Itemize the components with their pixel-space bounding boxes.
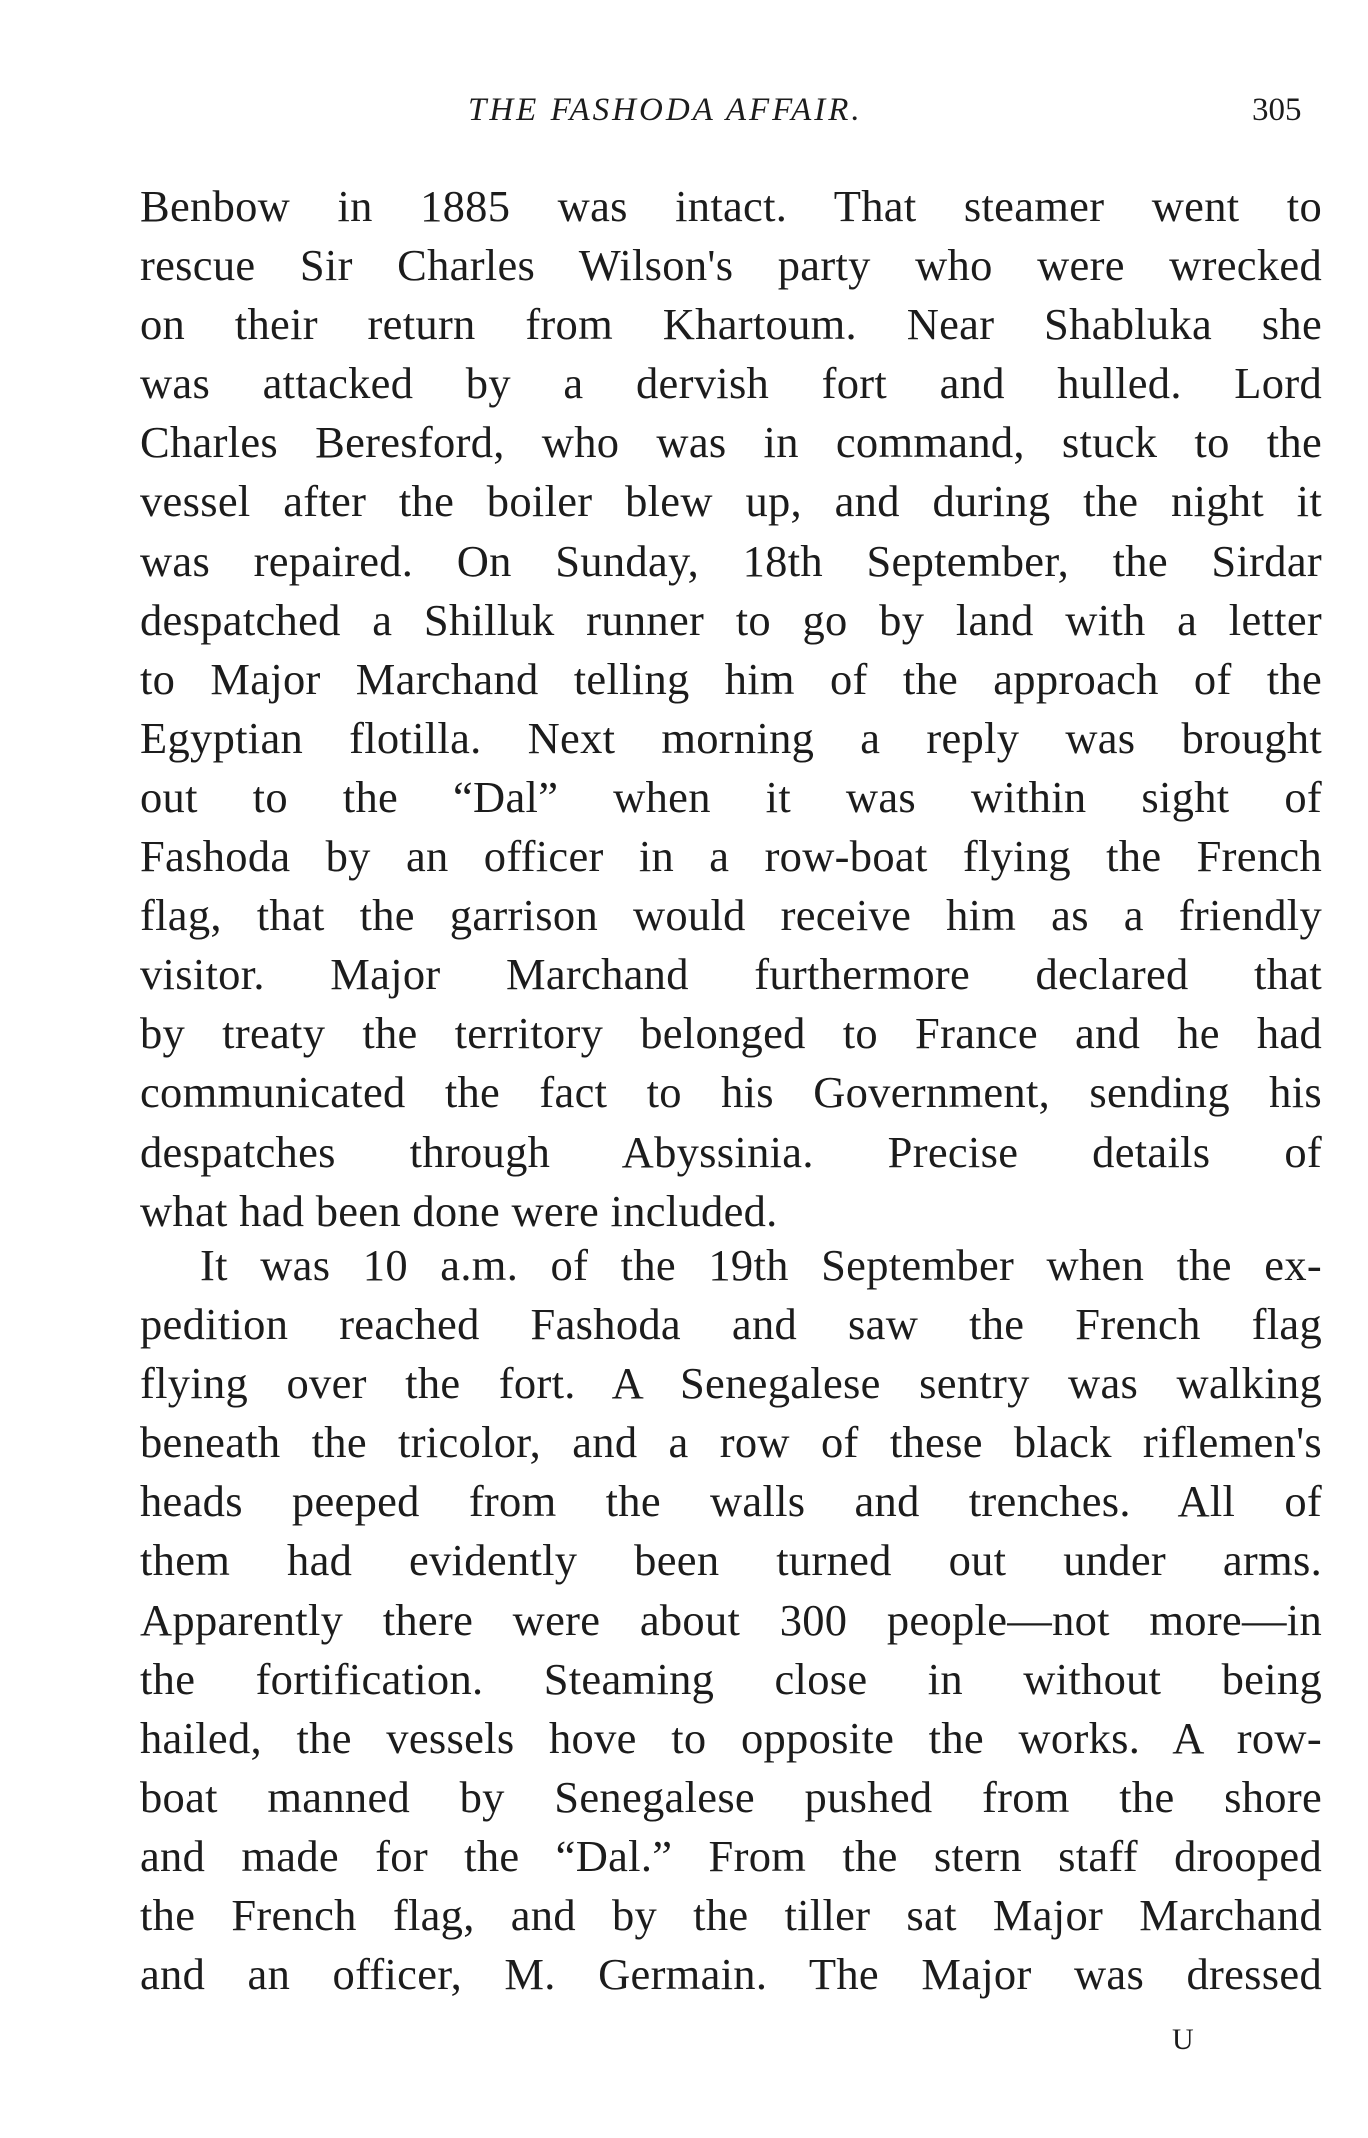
text-line: beneath the tricolor, and a row of these black riflemen's — [140, 1417, 1322, 1468]
text-line: by treaty the territory belonged to France and he had — [140, 1008, 1322, 1059]
text-line: boat manned by Senegalese pushed from the shore — [140, 1771, 1322, 1822]
text-line: them had evidently been turned out under arms. — [140, 1535, 1322, 1586]
text-line: rescue Sir Charles Wilson's party who were wrecked — [140, 240, 1322, 291]
text-line: the fortification. Steaming close in without being — [140, 1653, 1322, 1704]
text-line: Benbow in 1885 was intact. That steamer went to — [140, 181, 1322, 231]
running-title: THE FASHODA AFFAIR. — [468, 92, 863, 128]
text-line: pedition reached Fashoda and saw the French flag — [140, 1299, 1322, 1350]
text-line: hailed, the vessels hove to opposite the works. A row- — [140, 1712, 1322, 1763]
text-line: despatches through Abyssinia. Precise details of — [140, 1126, 1322, 1177]
text-line: Charles Beresford, who was in command, stuck to the — [140, 417, 1322, 468]
text-line: was repaired. On Sunday, 18th September, the Sirdar — [140, 535, 1322, 586]
signature-mark: U — [1172, 2023, 1194, 2056]
text-line: what had been done were included. — [140, 1185, 778, 1236]
text-line: flying over the fort. A Senegalese sentry was walking — [140, 1358, 1322, 1409]
paragraph-2 — [140, 1236, 1322, 2004]
text-line: Apparently there were about 300 people—not more—in — [140, 1594, 1322, 1645]
text-line: vessel after the boiler blew up, and during the night it — [140, 476, 1322, 527]
text-line: and made for the “Dal.” From the stern staff drooped — [140, 1830, 1322, 1881]
text-line: flag, that the garrison would receive him as a friendly — [140, 890, 1322, 941]
text-line: It was 10 a.m. of the 19th September when the ex- — [200, 1240, 1322, 1290]
text-line: visitor. Major Marchand furthermore declared that — [140, 949, 1322, 1000]
text-line: out to the “Dal” when it was within sight of — [140, 771, 1322, 822]
text-line: and an officer, M. Germain. The Major was dressed — [140, 1949, 1322, 2000]
text-line: despatched a Shilluk runner to go by land with a letter — [140, 594, 1322, 645]
page-number: 305 — [1252, 92, 1302, 128]
text-line: communicated the fact to his Government, sending his — [140, 1067, 1322, 1118]
text-line: Fashoda by an officer in a row-boat flying the French — [140, 831, 1322, 882]
text-line: heads peeped from the walls and trenches. All of — [140, 1476, 1322, 1527]
text-line: to Major Marchand telling him of the approach of the — [140, 653, 1322, 704]
text-line: the French flag, and by the tiller sat Major Marchand — [140, 1890, 1322, 1941]
text-line: Egyptian flotilla. Next morning a reply was brought — [140, 712, 1322, 763]
text-line: on their return from Khartoum. Near Shabluka she — [140, 299, 1322, 350]
running-head — [0, 92, 1368, 142]
text-line: was attacked by a dervish fort and hulled. Lord — [140, 358, 1322, 409]
paragraph-1 — [140, 177, 1322, 1241]
